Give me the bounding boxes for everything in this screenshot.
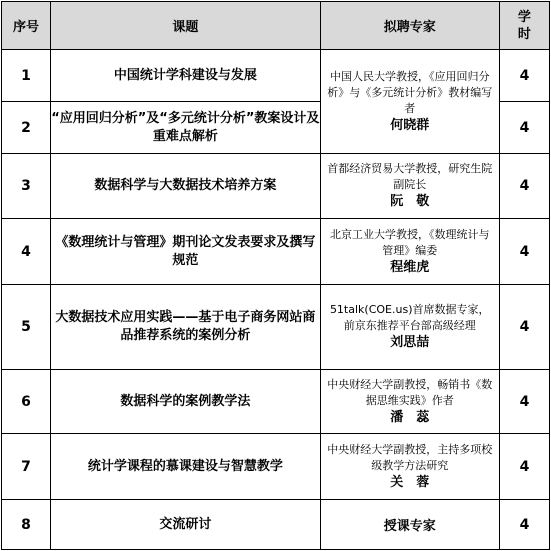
row-expert: [320, 434, 499, 500]
row-hours: 4: [499, 102, 549, 154]
row-hours: 4: [499, 370, 549, 434]
row-no: 2: [2, 102, 51, 154]
row-expert: [320, 154, 499, 219]
row-no: 7: [2, 434, 51, 500]
row-hours: 4: [499, 154, 549, 219]
row-no: 1: [2, 50, 51, 102]
row-expert: [320, 370, 499, 434]
row-no: 6: [2, 370, 51, 434]
header-no: 序号: [2, 2, 51, 50]
table-row: [2, 219, 550, 285]
table-header-row: [2, 2, 550, 50]
expert-desc: 北京工业大学教授，《数理统计与管理》编委: [329, 227, 490, 257]
course-schedule-table: [1, 1, 550, 550]
row-topic: 数据科学与大数据技术培养方案: [51, 154, 320, 219]
row-topic: 交流研讨: [51, 500, 320, 550]
row-topic: 数据科学的案例教学法: [51, 370, 320, 434]
header-topic: 课题: [51, 2, 320, 50]
expert-name: 潘 蕊: [390, 409, 430, 425]
expert-name: 阮 敬: [390, 194, 430, 209]
table-row: [2, 50, 550, 102]
row-topic: 大数据技术应用实践——基于电子商务网站商品推荐系统的案例分析: [51, 285, 320, 370]
header-expert: 拟聘专家: [320, 2, 499, 50]
table-row: [2, 154, 550, 219]
expert-desc: 中国人民大学教授，《应用回归分析》与《多元统计分析》教材编写者: [327, 69, 493, 115]
expert-desc: 中央财经大学副教授，畅销书《数据思维实践》作者: [327, 377, 493, 407]
row-hours: 4: [499, 500, 549, 550]
expert-name: 关 蓉: [390, 474, 430, 490]
row-hours: 4: [499, 434, 549, 500]
row-no: 4: [2, 219, 51, 285]
row-no: 8: [2, 500, 51, 550]
expert-name: 何晓群: [390, 117, 430, 133]
row-expert: [320, 285, 499, 370]
header-hours: [499, 2, 549, 50]
row-no: 5: [2, 285, 51, 370]
row-topic: 统计学课程的慕课建设与智慧教学: [51, 434, 320, 500]
table-row: [2, 500, 550, 550]
table-row: [2, 285, 550, 370]
row-hours: 4: [499, 219, 549, 285]
expert-name: 程维虎: [390, 259, 430, 275]
row-hours: 4: [499, 50, 549, 102]
row-expert: [320, 50, 499, 154]
table-row: [2, 370, 550, 434]
row-topic: “应用回归分析”及“多元统计分析”教案设计及重难点解析: [51, 102, 320, 154]
expert-name: 刘思喆: [390, 335, 430, 350]
expert-desc: 首都经济贸易大学教授，研究生院副院长: [327, 162, 493, 191]
row-expert: [320, 219, 499, 285]
row-topic: 《数理统计与管理》期刊论文发表要求及撰写规范: [51, 219, 320, 285]
row-expert: 授课专家: [320, 500, 499, 550]
table-row: [2, 434, 550, 500]
row-topic: 中国统计学科建设与发展: [51, 50, 320, 102]
expert-desc: 51talk(COE.us)首席数据专家，前京东推荐平台部高级经理: [329, 303, 490, 332]
expert-desc: 中央财经大学副教授，主持多项校级教学方法研究: [327, 442, 493, 472]
header-hours-label: 学时: [517, 9, 531, 42]
row-hours: 4: [499, 285, 549, 370]
row-no: 3: [2, 154, 51, 219]
